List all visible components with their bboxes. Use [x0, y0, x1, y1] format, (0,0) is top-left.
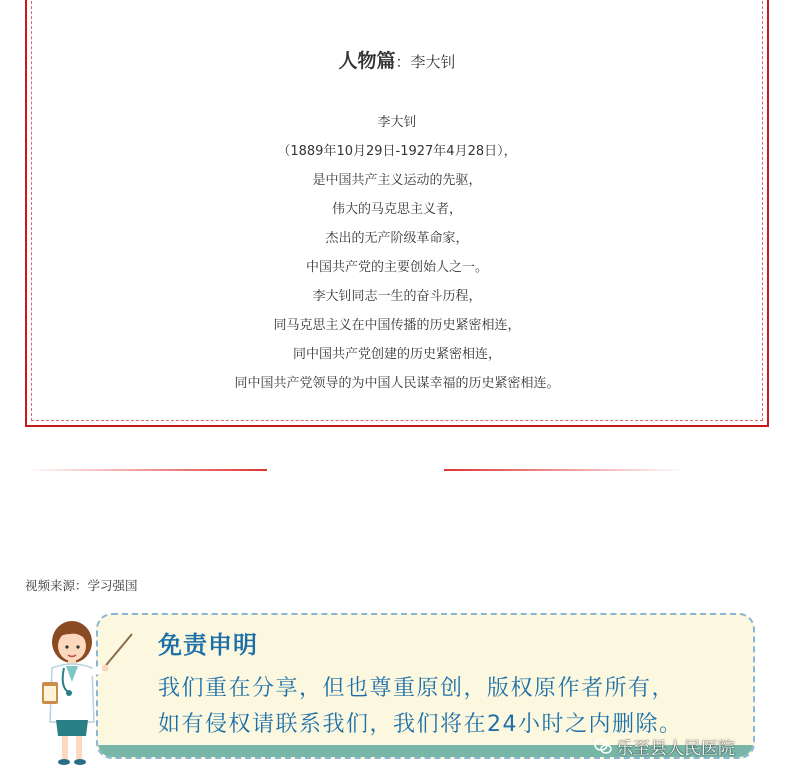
watermark-text: 乐至县人民医院: [616, 739, 735, 759]
bio-line: 同中国共产党领导的为中国人民谋幸福的历史紧密相连。: [234, 376, 560, 391]
account-watermark: [594, 734, 735, 759]
divider-right: [444, 469, 686, 471]
video-source: 视频来源：学习强国: [25, 578, 138, 593]
heading-person: 李大钊: [410, 53, 456, 71]
biography-text: [27, 108, 767, 398]
divider-left: [25, 469, 267, 471]
bio-line: （1889年10月29日-1927年4月28日），: [277, 144, 517, 159]
heading-category: 人物篇: [338, 50, 396, 72]
doctor-illustration: [30, 612, 140, 772]
bio-line: 伟大的马克思主义者，: [331, 202, 462, 217]
wechat-icon: [594, 739, 612, 755]
section-heading: [27, 46, 767, 73]
disclaimer-title: 免责申明: [158, 631, 258, 659]
article-card: [25, 0, 769, 427]
bio-line: 李大钊同志一生的奋斗历程，: [312, 289, 482, 304]
bio-line: 中国共产党的主要创始人之一。: [305, 260, 488, 275]
bio-line: 是中国共产主义运动的先驱，: [312, 173, 482, 188]
heading-separator: ：: [395, 53, 411, 71]
disclaimer-line-2: 如有侵权请联系我们，我们将在24小时之内删除。: [158, 712, 683, 737]
disclaimer-line-1: 我们重在分享，但也尊重原创，版权原作者所有，: [158, 676, 676, 701]
bio-line: 同中国共产党创建的历史紧密相连，: [292, 347, 501, 362]
bio-line: 杰出的无产阶级革命家，: [325, 231, 469, 246]
bio-line: 同马克思主义在中国传播的历史紧密相连，: [273, 318, 521, 333]
bio-line: 李大钊: [377, 115, 417, 130]
